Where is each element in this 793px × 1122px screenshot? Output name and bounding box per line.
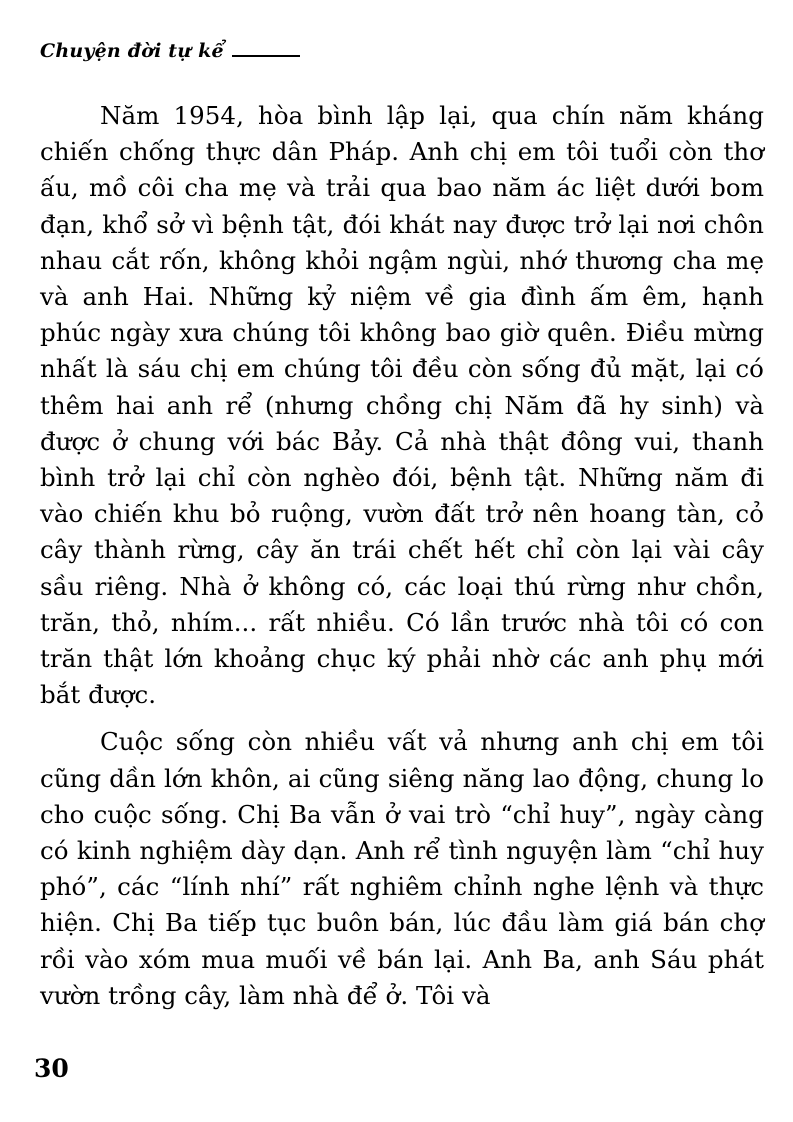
paragraph-1: Năm 1954, hòa bình lập lại, qua chín năm kháng chiến chống thực dân Pháp. Anh chị em tôi tuổi còn thơ ấu, mồ côi cha mẹ và trải qua bao năm ác liệt dưới bom đạn, khổ sở vì bệnh tật, đói khát nay được trở lại nơi chôn nhau cắt rốn, không khỏi ngậm ngùi, nhớ thương cha mẹ và anh Hai. Những kỷ niệm về gia đình ấm êm, hạnh phúc ngày xưa chúng tôi không bao giờ quên. Điều mừng nhất là sáu chị em chúng tôi đều còn sống đủ mặt, lại có thêm hai anh rể (nhưng chồng chị Năm đã hy sinh) và được ở chung với bác Bảy. Cả nhà thật đông vui, thanh bình trở lại chỉ còn nghèo đói, bệnh tật. Những năm đi vào chiến khu bỏ ruộng, vườn đất trở nên hoang tàn, cỏ cây thành rừng, cây ăn trái chết hết chỉ còn lại vài cây sầu riêng. Nhà ở không có, các loại thú rừng như chồn, trăn, thỏ, nhím... rất nhiều. Có lần trước nhà tôi có con trăn thật lớn khoảng chục ký phải nhờ các anh phụ mới bắt được. <box>40 101 764 710</box>
body-text <box>40 98 764 1014</box>
running-header <box>40 40 300 62</box>
page-number: 30 <box>34 1054 69 1083</box>
paragraph-2: Cuộc sống còn nhiều vất vả nhưng anh chị em tôi cũng dần lớn khôn, ai cũng siêng năng lao động, chung lo cho cuộc sống. Chị Ba vẫn ở vai trò “chỉ huy”, ngày càng có kinh nghiệm dày dạn. Anh rể tình nguyện làm “chỉ huy phó”, các “lính nhí” rất nghiêm chỉnh nghe lệnh và thực hiện. Chị Ba tiếp tục buôn bán, lúc đầu làm giá bán chợ rồi vào xóm mua muối về bán lại. Anh Ba, anh Sáu phát vườn trồng cây, làm nhà để ở. Tôi và <box>40 727 764 1010</box>
running-header-title: Chuyện đời tự kể <box>40 40 224 62</box>
header-rule <box>232 55 300 57</box>
